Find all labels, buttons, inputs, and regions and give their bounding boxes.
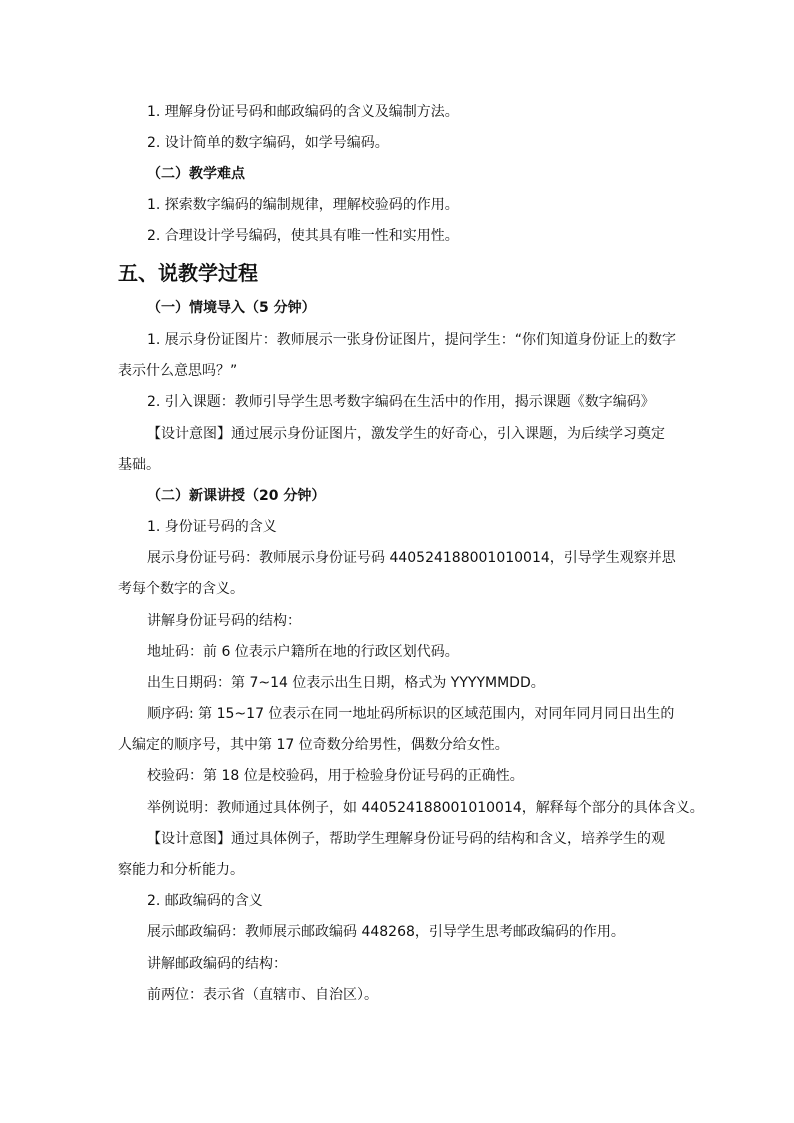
design-intent: 【设计意图】通过展示身份证图片，激发学生的好奇心，引入课题，为后续学习奠定基础。 <box>118 426 665 473</box>
paragraph: 讲解身份证号码的结构： <box>147 613 301 629</box>
paragraph: 1. 身份证号码的含义 <box>147 519 277 535</box>
design-intent: 【设计意图】通过具体例子，帮助学生理解身份证号码的结构和含义，培养学生的观察能力和分析能力。 <box>118 831 665 878</box>
paragraph: 展示邮政编码：教师展示邮政编码 448268，引导学生思考邮政编码的作用。 <box>147 924 625 940</box>
paragraph: 2. 设计简单的数字编码，如学号编码。 <box>147 135 389 151</box>
paragraph: 顺序码: 第 15~17 位表示在同一地址码所标识的区域范围内，对同年同月同日出生的人编定的顺序号，其中第 17 位奇数分给男性，偶数分给女性。 <box>118 706 675 753</box>
paragraph: 1. 理解身份证号码和邮政编码的含义及编制方法。 <box>147 104 459 120</box>
subheading: （二）教学难点 <box>147 166 245 182</box>
paragraph: 2. 邮政编码的含义 <box>147 893 263 909</box>
paragraph: 讲解邮政编码的结构： <box>147 956 287 972</box>
paragraph: 1. 探索数字编码的编制规律，理解校验码的作用。 <box>147 197 459 213</box>
subheading: （一）情境导入（5 分钟） <box>147 300 316 316</box>
paragraph: 前两位：表示省（直辖市、自治区）。 <box>147 987 378 1003</box>
paragraph: 校验码：第 18 位是校验码，用于检验身份证号码的正确性。 <box>147 768 524 784</box>
paragraph: 出生日期码：第 7~14 位表示出生日期，格式为 YYYYMMDD。 <box>147 675 545 691</box>
paragraph: 地址码：前 6 位表示户籍所在地的行政区划代码。 <box>147 644 459 660</box>
paragraph: 展示身份证号码：教师展示身份证号码 440524188001010014，引导学生观察并思考每个数字的含义。 <box>118 550 676 597</box>
paragraph: 1. 展示身份证图片：教师展示一张身份证图片，提问学生：“你们知道身份证上的数字表示什么意思吗？” <box>118 332 677 379</box>
subheading: （二）新课讲授（20 分钟） <box>147 488 326 504</box>
paragraph: 2. 合理设计学号编码，使其具有唯一性和实用性。 <box>147 228 459 244</box>
section-heading: 五、说教学过程 <box>118 261 258 285</box>
paragraph: 2. 引入课题：教师引导学生思考数字编码在生活中的作用，揭示课题《数字编码》 <box>147 394 655 410</box>
paragraph: 举例说明：教师通过具体例子，如 440524188001010014，解释每个部分的具体含义。 <box>147 800 704 816</box>
